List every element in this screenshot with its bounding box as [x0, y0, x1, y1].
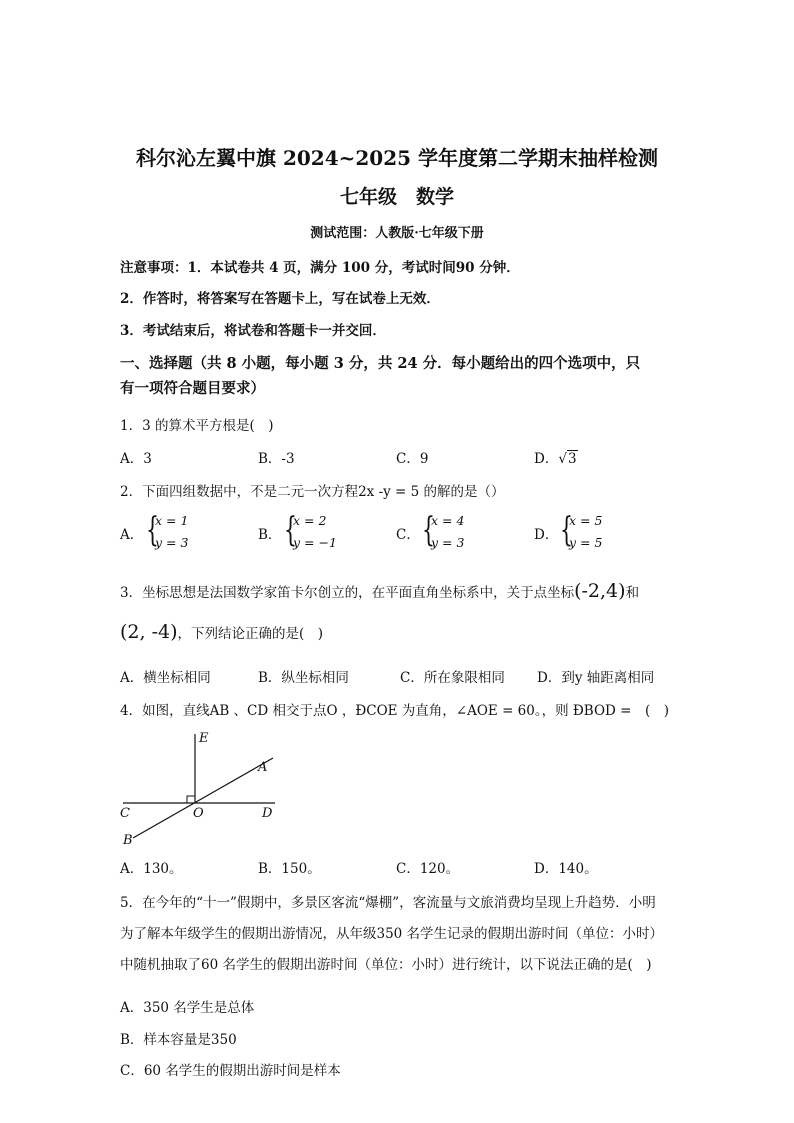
section-heading-line-2: 有一项符合题目要求） [120, 380, 265, 397]
label-o: O [193, 806, 204, 821]
q3-stem-line-1 [120, 580, 639, 602]
q3-stem: 3．坐标思想是法国数学家笛卡尔创立的，在平面直角坐标系中，关于点坐标 [120, 585, 575, 601]
q3-option-d: D．到y 轴距离相同 [537, 670, 655, 686]
q5-stem-line-1: 5．在今年的“十一”假期中，多景区客流“爆棚”，客流量与文旅消费均呈现上升趋势．小明 [120, 895, 656, 911]
q2-option-b-label: B． [258, 527, 282, 543]
q2-a-eq2: y = 3 [155, 535, 189, 550]
label-d: D [262, 806, 273, 821]
q1-option-a: A．3 [120, 451, 152, 467]
q5-stem-line-2: 为了解本年级学生的假期出游情况，从年级350 名学生记录的假期出游时间（单位：小时） [120, 926, 664, 942]
q2-option-d-label: D． [534, 527, 559, 543]
q3-option-a: A．横坐标相同 [120, 670, 211, 686]
line-ab [133, 758, 273, 838]
q2-stem: 2．下面四组数据中，不是二元一次方程2x -y = 5 的解的是（） [120, 484, 505, 500]
q1-option-d [534, 447, 578, 467]
q3-point-2: (2, -4) [120, 621, 178, 643]
q2-option-a-system [155, 510, 188, 554]
right-angle-mark-icon [187, 796, 195, 803]
q4-option-c: C．120。 [396, 861, 460, 877]
exam-subtitle: 七年级 数学 [339, 186, 454, 208]
q1-option-c: C．9 [396, 451, 429, 467]
label-a: A [258, 760, 268, 775]
left-brace-icon: { [146, 510, 159, 550]
q3-stem-2: ，下列结论正确的是( ) [177, 626, 324, 642]
section-heading-line-1: 一、选择题（共 8 小题，每小题 3 分，共 24 分．每小题给出的四个选项中，只 [120, 355, 641, 372]
notes-line-2: 2．作答时，将答案写在答题卡上，写在试卷上无效． [120, 291, 440, 307]
left-brace-icon: { [422, 510, 435, 550]
q5-option-a: A．350 名学生是总体 [120, 1000, 255, 1016]
q2-option-a-label: A． [120, 527, 144, 543]
q2-option-c-system [431, 510, 464, 554]
q2-option-d-system [569, 510, 602, 554]
q2-b-eq2: y = −1 [293, 535, 337, 550]
q1-option-d-radicand: 3 [567, 451, 577, 467]
q4-option-d: D．140。 [534, 861, 598, 877]
q3-option-b: B．纵坐标相同 [258, 670, 349, 686]
q2-d-eq2: y = 5 [569, 535, 603, 550]
left-brace-icon: { [560, 510, 573, 550]
q1-option-d-label: D． [534, 451, 559, 467]
left-brace-icon: { [284, 510, 297, 550]
q3-stem-line-2 [120, 621, 323, 643]
notes-line-1: 注意事项：1．本试卷共 4 页，满分 100 分，考试时间90 分钟． [120, 260, 520, 276]
q2-option-b-system [293, 510, 337, 554]
q1-stem: 1．3 的算术平方根是( ) [120, 418, 274, 434]
q2-option-c-label: C． [396, 527, 420, 543]
notes-line-3: 3．考试结束后，将试卷和答题卡一并交回． [120, 323, 386, 339]
q2-a-eq1: x = 1 [155, 513, 189, 528]
q2-d-eq1: x = 5 [569, 513, 603, 528]
q3-and: 和 [625, 585, 640, 601]
q4-option-b: B．150。 [258, 861, 321, 877]
q4-option-a: A．130。 [120, 861, 183, 877]
label-b: B [123, 833, 133, 848]
label-c: C [120, 806, 130, 821]
q5-option-b: B．样本容量是350 [120, 1032, 237, 1048]
label-e: E [199, 731, 209, 746]
test-scope: 测试范围：人教版·七年级下册 [310, 226, 484, 241]
q2-c-eq1: x = 4 [431, 513, 465, 528]
q3-point-1: (-2,4) [574, 580, 626, 602]
q4-geometry-figure [115, 728, 285, 850]
q2-c-eq2: y = 3 [431, 535, 465, 550]
q5-stem-line-3: 中随机抽取了60 名学生的假期出游时间（单位：小时）进行统计，以下说法正确的是( ) [120, 957, 652, 973]
radical-sign: √ [558, 451, 567, 467]
q3-option-c: C．所在象限相同 [400, 670, 505, 686]
q4-stem: 4．如图，直线AB 、CD 相交于点O ，ÐCOE 为直角，∠AOE = 60。，则 ÐBOD = ( ) [120, 703, 669, 719]
q1-option-b: B．-3 [258, 451, 295, 467]
q5-option-c: C．60 名学生的假期出游时间是样本 [120, 1063, 341, 1079]
exam-title: 科尔沁左翼中旗 2024~2025 学年度第二学期末抽样检测 [135, 146, 658, 170]
q2-b-eq1: x = 2 [293, 513, 327, 528]
